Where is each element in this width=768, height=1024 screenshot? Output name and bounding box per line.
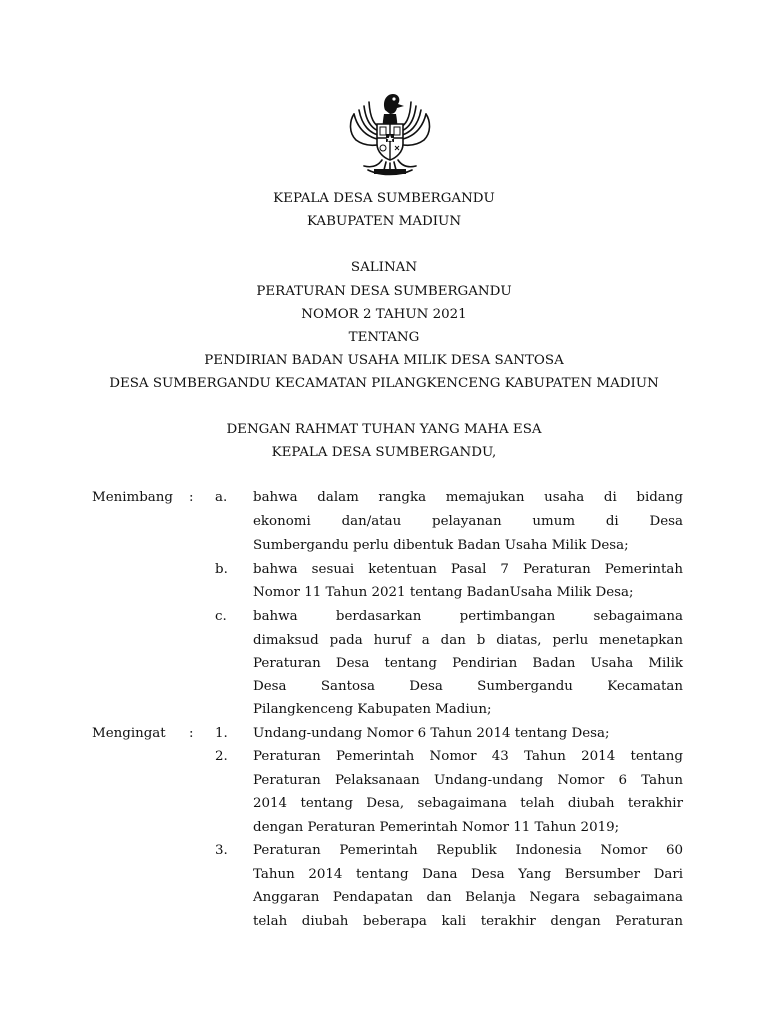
issuer-title: KEPALA DESA SUMBERGANDU [273,191,495,206]
regulation-subject-line-2: DESA SUMBERGANDU KECAMATAN PILANGKENCENG KABUPATEN MADIUN [109,376,659,391]
menimbang-item-line: Nomor 11 Tahun 2021 tentang BadanUsaha Milik Desa; [253,585,634,600]
mengingat-item-line: Tahun 2014 tentang Dana Desa Yang Bersumber Dari [253,867,683,882]
menimbang-item-line: Pilangkenceng Kabupaten Madiun; [253,702,492,717]
menimbang-item-line: bahwa sesuai ketentuan Pasal 7 Peraturan Pemerintah [253,562,683,577]
mengingat-item-line: dengan Peraturan Pemerintah Nomor 11 Tahun 2019; [253,820,620,835]
regarding-label: TENTANG [348,330,420,345]
mengingat-item-line: Peraturan Pemerintah Republik Indonesia Nomor 60 [253,843,683,858]
regulation-subject-line-1: PENDIRIAN BADAN USAHA MILIK DESA SANTOSA [204,353,564,368]
menimbang-item-line: ekonomi dan/atau pelayanan umum di Desa [253,514,683,529]
mengingat-item-line: 2014 tentang Desa, sebagaimana telah diubah terakhir [253,796,683,811]
mengingat-item-line: Anggaran Pendapatan dan Belanja Negara sebagaimana [253,890,683,905]
mengingat-item-line: Peraturan Pelaksanaan Undang-undang Nomor 6 Tahun [253,773,683,788]
regulation-name: PERATURAN DESA SUMBERGANDU [256,284,512,299]
mengingat-item-marker: 3. [215,843,228,858]
menimbang-item-marker: c. [215,609,227,624]
menimbang-item-marker: a. [215,490,228,505]
menimbang-label: Menimbang [92,490,173,505]
preamble-line-2: KEPALA DESA SUMBERGANDU, [271,445,497,460]
issuer-region: KABUPATEN MADIUN [306,214,462,229]
menimbang-item-line: bahwa berdasarkan pertimbangan sebagaimana [253,609,683,624]
garuda-emblem-icon [338,80,442,180]
regulation-number: NOMOR 2 TAHUN 2021 [301,307,467,322]
menimbang-item-line: Desa Santosa Desa Sumbergandu Kecamatan [253,679,683,694]
menimbang-item-line: bahwa dalam rangka memajukan usaha di bidang [253,490,683,505]
mengingat-item-line: telah diubah beberapa kali terakhir dengan Peraturan [253,914,683,929]
mengingat-item-line: Undang-undang Nomor 6 Tahun 2014 tentang Desa; [253,726,610,741]
copy-label: SALINAN [350,260,418,275]
mengingat-colon: : [189,726,194,741]
menimbang-colon: : [189,490,194,505]
menimbang-item-line: dimaksud pada huruf a dan b diatas, perlu menetapkan [253,633,683,648]
mengingat-item-line: Peraturan Pemerintah Nomor 43 Tahun 2014 tentang [253,749,683,764]
menimbang-item-marker: b. [215,562,228,577]
preamble-line-1: DENGAN RAHMAT TUHAN YANG MAHA ESA [226,422,542,437]
mengingat-item-marker: 2. [215,749,228,764]
mengingat-label: Mengingat [92,726,166,741]
mengingat-item-marker: 1. [215,726,228,741]
menimbang-item-line: Peraturan Desa tentang Pendirian Badan Usaha Milik [253,656,683,671]
menimbang-item-line: Sumbergandu perlu dibentuk Badan Usaha Milik Desa; [253,538,629,553]
